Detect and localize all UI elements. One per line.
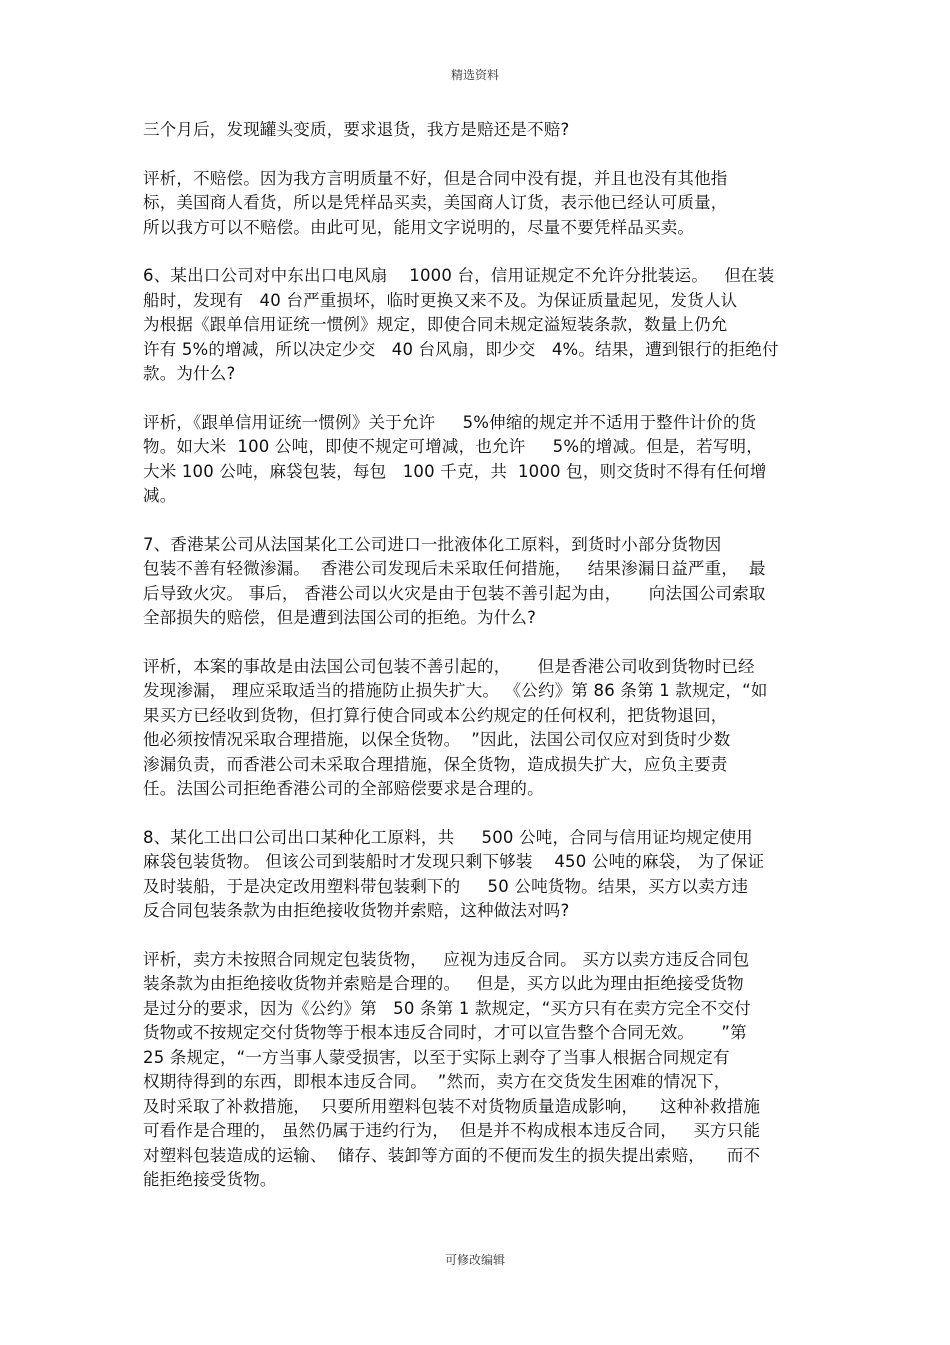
paragraph-analysis-7 [143,655,833,802]
text-line: 船时，发现有 40 台严重损坏，临时更换又来不及。为保证质量起见，发货人认 [143,290,738,310]
text-line: 全部损失的赔偿，但是遭到法国公司的拒绝。为什么? [143,608,537,627]
text-line: 麻袋包装货物。 但该公司到装船时才发现只剩下够装 450 公吨的麻袋， 为了保证 [143,852,765,871]
text-line: 三个月后，发现罐头变质，要求退货，我方是赔还是不赔? [143,120,570,139]
text-line: 物。如大米 100 公吨，即使不规定可增减，也允许 5%的增减。但是，若写明， [143,437,763,456]
text-line: 装条款为由拒绝接收货物并索赔是合理的。 但是，买方以此为理由拒绝接受货物 [143,974,744,993]
text-line: 他必须按情况采取合理措施，以保全货物。 ”因此，法国公司仅应对到货时少数 [143,730,731,749]
text-line: 及时装船，于是决定改用塑料带包装剩下的 50 公吨货物。结果，买方以卖方违 [143,876,749,896]
paragraph-analysis-5 [143,167,833,241]
paragraph-analysis-8 [143,948,833,1193]
paragraph-analysis-6 [143,411,833,509]
text-line: 是过分的要求，因为《公约》第 50 条第 1 款规定，“买方只有在卖方完全不交付 [143,998,751,1018]
text-line: 反合同包装条款为由拒绝接收货物并索赔，这种做法对吗? [143,901,570,920]
text-line: 大米 100 公吨，麻袋包装，每包 100 千克，共 1000 包，则交货时不得有任何增 [143,461,767,481]
text-line: 发现渗漏， 理应采取适当的措施防止损失扩大。 《公约》第 86 条第 1 款规定，“如 [143,681,768,700]
text-line: 任。法国公司拒绝香港公司的全部赔偿要求是合理的。 [143,779,544,798]
page-footer: 可修改编辑 [444,1253,505,1267]
paragraph-case-6 [143,264,833,387]
text-line: 评析，《跟单信用证统一惯例》关于允许 5%伸缩的规定并不适用于整件计价的货 [143,412,757,432]
text-line: 可看作是合理的， 虽然仍属于违约行为， 但是并不构成根本违反合同， 买方只能 [143,1121,761,1140]
text-line: 能拒绝接受货物。 [143,1170,277,1189]
text-line: 为根据《跟单信用证统一惯例》规定，即使合同未规定溢短装条款，数量上仍允 [143,315,728,334]
text-line: 所以我方可以不赔偿。由此可见，能用文字说明的，尽量不要凭样品买卖。 [143,217,695,237]
paragraph-case-8 [143,826,833,924]
text-line: 8、某化工出口公司出口某种化工原料，共 500 公吨，合同与信用证均规定使用 [143,827,753,847]
text-line: 评析，不赔偿。因为我方言明质量不好，但是合同中没有提，并且也没有其他指 [143,168,728,188]
text-line: 评析，本案的事故是由法国公司包装不善引起的， 但是香港公司收到货物时已经 [143,656,755,676]
paragraph-intro [143,118,833,143]
document-body [143,118,833,1217]
text-line: 渗漏负责，而香港公司未采取合理措施，保全货物，造成损失扩大，应负主要责 [143,754,728,774]
page-header: 精选资料 [450,68,499,82]
paragraph-case-7 [143,533,833,631]
text-line: 25 条规定，“一方当事人蒙受损害，以至于实际上剥夺了当事人根据合同规定有 [143,1047,730,1067]
text-line: 许有 5%的增减，所以决定少交 40 台风扇，即少交 4%。结果，遭到银行的拒绝付 [143,339,779,359]
text-line: 减。 [143,486,177,505]
text-line: 果买方已经收到货物，但打算行使合同或本公约规定的任何权利，把货物退回， [143,705,728,725]
text-line: 包装不善有轻微渗漏。 香港公司发现后未采取任何措施， 结果渗漏日益严重， 最 [143,559,766,578]
text-line: 权期待得到的东西，即根本违反合同。 ”然而，卖方在交货发生困难的情况下， [143,1072,731,1091]
text-line: 6、某出口公司对中东出口电风扇 1000 台，信用证规定不允许分批装运。 但在装 [143,266,775,285]
text-line: 货物或不按规定交付货物等于根本违反合同时，才可以宣告整个合同无效。 ”第 [143,1023,747,1042]
text-line: 及时采取了补救措施， 只要所用塑料包装不对货物质量造成影响， 这种补救措施 [143,1096,761,1116]
text-line: 款。为什么? [143,364,236,383]
text-line: 评析，卖方未按照合同规定包装货物， 应视为违反合同。 买方以卖方违反合同包 [143,949,750,969]
text-line: 对塑料包装造成的运输、 储存、装卸等方面的不便而发生的损失提出索赔， 而不 [143,1145,761,1165]
text-line: 7、香港某公司从法国某化工公司进口一批液体化工原料，到货时小部分货物因 [143,534,722,554]
text-line: 后导致火灾。 事后， 香港公司以火灾是由于包装不善引起为由， 向法国公司索取 [143,583,766,603]
text-line: 标，美国商人看货，所以是凭样品买卖，美国商人订货，表示他已经认可质量， [143,193,728,212]
